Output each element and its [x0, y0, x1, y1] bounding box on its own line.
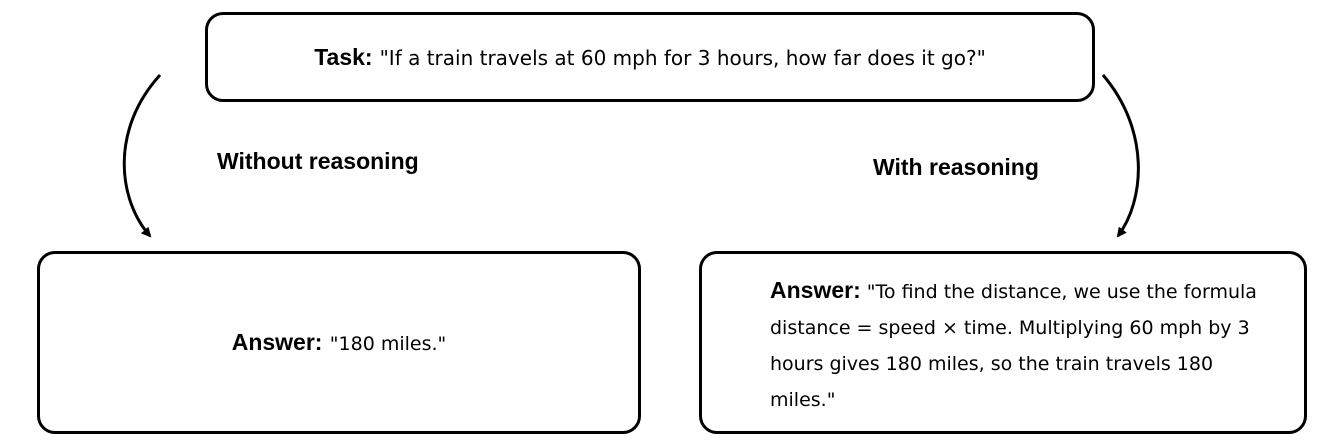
task-question: "If a train travels at 60 mph for 3 hours, how far does it go?": [379, 45, 986, 70]
answer-label: Answer:: [231, 329, 323, 355]
answer-with-reasoning: [770, 272, 1270, 418]
answer-text: "180 miles.": [329, 333, 447, 355]
left-arrow: [124, 75, 160, 236]
task-text: [314, 44, 986, 71]
answer-box-with-reasoning: [699, 251, 1307, 434]
right-arrow: [1103, 75, 1138, 236]
branch-label-without-reasoning: Without reasoning: [217, 148, 419, 174]
answer-without-reasoning: [232, 329, 447, 356]
task-label: Task:: [314, 43, 373, 70]
answer-box-without-reasoning: [37, 251, 641, 434]
branch-label-with-reasoning: With reasoning: [873, 154, 1039, 180]
answer-label: Answer:: [770, 277, 861, 303]
answer-text: "To find the distance, we use the formula distance = speed × time. Multiplying 60 mph by 3 hours gives 180 miles, so the train travels 180 miles.": [770, 281, 1257, 411]
task-box: [205, 12, 1095, 102]
